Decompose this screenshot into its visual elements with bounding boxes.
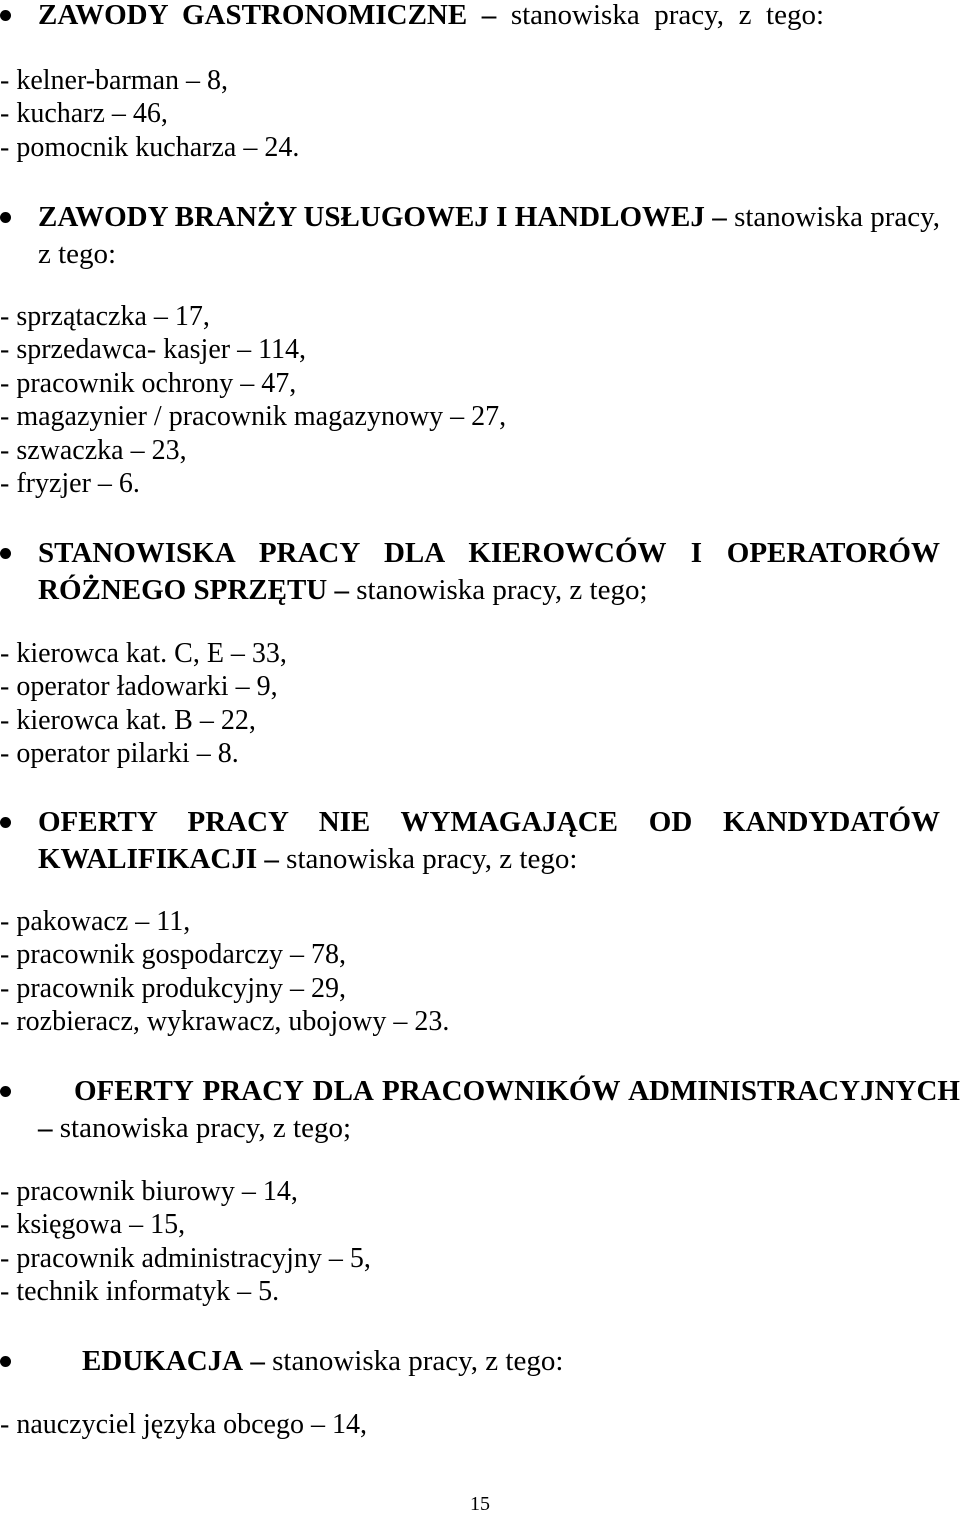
list-item: - pracownik gospodarczy – 78, [0,939,347,971]
bullet-icon [0,548,11,559]
bullet-icon [0,10,11,21]
heading-suffix: stanowiska pracy, z tego; [356,574,648,606]
list-item: - kierowca kat. C, E – 33, [0,638,287,669]
position-list [0,64,299,164]
list-item: - operator pilarki – 8. [0,738,239,770]
list-item: - kierowca kat. B – 22, [0,704,256,736]
bullet-icon [0,212,11,223]
heading-dash: – [712,201,727,233]
heading-suffix: stanowiska pracy, z tego: [286,843,578,875]
list-item: - pracownik administracyjny – 5, [0,1242,371,1274]
list-item: - fryzjer – 6. [0,468,140,500]
list-item: - nauczyciel języka obcego – 14, [0,1409,367,1440]
list-item: - pakowacz – 11, [0,906,191,937]
heading-dash: – [250,1345,265,1377]
page-number: 15 [470,1493,490,1515]
section-heading [82,1343,940,1380]
heading-suffix: stanowiska pracy, z tego: [38,201,941,270]
category-title: ZAWODY GASTRONOMICZNE [38,0,468,31]
bullet-icon [0,1086,11,1097]
list-item: - pomocnik kucharza – 24. [0,131,300,163]
position-list [0,905,449,1039]
heading-dash: – [334,574,349,606]
section-heading [38,0,824,34]
position-list [0,1175,371,1309]
section-heading [38,535,940,609]
heading-dash: – [38,1112,53,1144]
bullet-icon [0,817,11,828]
category-title: STANOWISKA PRACY DLA KIEROWCÓW I OPERATORÓW RÓŻNEGO SPRZĘTU [38,537,940,606]
category-title: EDUKACJA [82,1345,244,1377]
list-item: - magazynier / pracownik magazynowy – 27, [0,401,507,433]
category-title: OFERTY PRACY NIE WYMAGAJĄCE OD KANDYDATÓW KWALIFIKACJI [38,806,940,875]
list-item: - pracownik produkcyjny – 29, [0,972,347,1004]
list-item: - księgowa – 15, [0,1209,186,1241]
category-title: ZAWODY BRANŻY USŁUGOWEJ I HANDLOWEJ [38,201,705,233]
position-list [0,637,287,771]
heading-dash: – [481,0,497,31]
heading-suffix: stanowiska pracy, z tego; [59,1112,351,1144]
list-item: - sprzedawca- kasjer – 114, [0,334,307,366]
list-item: - szwaczka – 23, [0,434,187,466]
list-item: - kelner-barman – 8, [0,65,229,96]
bullet-icon [0,1356,11,1367]
section-heading [38,1073,960,1147]
list-item: - kucharz – 46, [0,98,168,130]
list-item: - rozbieracz, wykrawacz, ubojowy – 23. [0,1006,450,1038]
section-heading [38,804,940,878]
position-list [0,300,506,500]
list-item: - sprzątaczka – 17, [0,301,210,332]
section-heading [38,199,940,273]
list-item: - operator ładowarki – 9, [0,671,278,703]
position-list [0,1408,367,1441]
list-item: - pracownik ochrony – 47, [0,367,297,399]
category-title: OFERTY PRACY DLA PRACOWNIKÓW ADMINISTRACYJNYCH [74,1075,960,1107]
list-item: - pracownik biurowy – 14, [0,1176,298,1207]
list-item: - technik informatyk – 5. [0,1276,280,1308]
heading-suffix: stanowiska pracy, z tego: [510,0,825,31]
heading-suffix: stanowiska pracy, z tego: [272,1345,564,1377]
heading-dash: – [264,843,279,875]
